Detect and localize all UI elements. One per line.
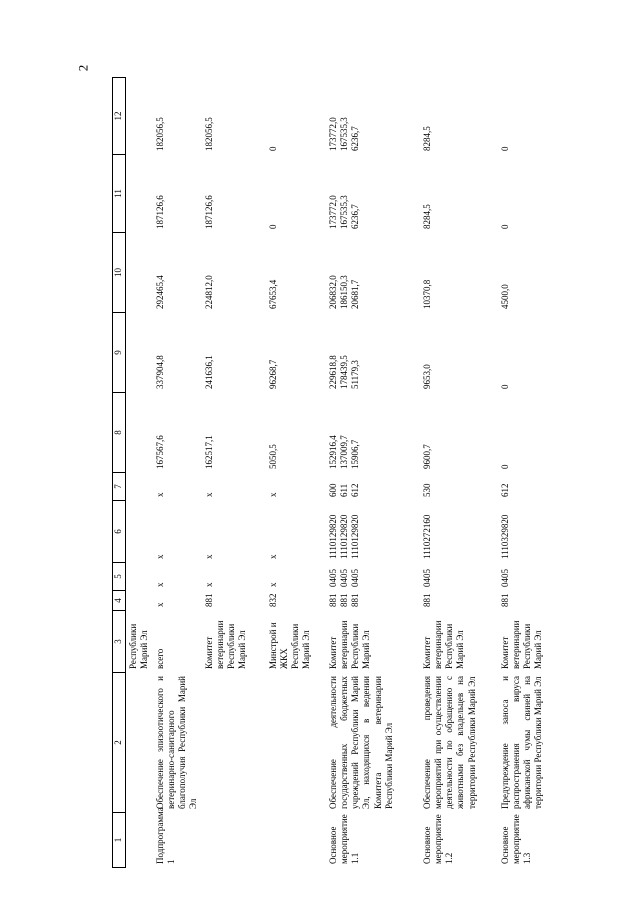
cell-col-2: Обеспечение проведения мероприятий при осуществлении деятельности по обращению с животными без владельцев на территории Республики Марий Эл	[421, 676, 477, 809]
column-number-6: 6	[113, 501, 126, 563]
column-number-9: 9	[113, 313, 126, 393]
cell-col-9	[266, 313, 326, 393]
cell-line: 881	[350, 593, 360, 607]
cell-col-3	[326, 611, 420, 673]
cell-line: x	[267, 492, 278, 497]
cell-col-6	[266, 501, 326, 563]
cell-col-7	[126, 473, 153, 501]
cell-line: 167535,3	[338, 117, 349, 151]
cell-line: x	[154, 492, 165, 497]
cell-col-5	[126, 563, 153, 591]
cell-line: 187126,6	[203, 195, 214, 229]
cell-col-8	[266, 393, 326, 473]
cell-col-2: Обеспечение эпизоотического и ветеринарно-санитарного благополучия Республики Марий Эл	[154, 676, 199, 809]
column-number-8: 8	[113, 393, 126, 473]
cell-col-11	[498, 155, 568, 233]
cell-col-9	[498, 313, 568, 393]
cell-col-2	[126, 673, 153, 813]
cell-line: 6236,7	[350, 204, 360, 229]
cell-col-3	[153, 611, 202, 673]
cell-line: 51179,3	[350, 360, 360, 389]
table-row	[202, 78, 266, 868]
cell-line: 832	[267, 593, 278, 607]
cell-line: 241636,1	[203, 355, 214, 389]
cell-line: 4500,0	[499, 284, 510, 309]
cell-col-5	[153, 563, 202, 591]
cell-line: 15906,7	[350, 439, 360, 469]
cell-line: 0405	[421, 569, 432, 587]
cell-line: 1110272160	[421, 514, 432, 559]
cell-line: 8284,5	[421, 204, 432, 229]
cell-col-4	[153, 591, 202, 611]
cell-col-8	[202, 393, 266, 473]
cell-line: 182056,5	[154, 117, 165, 151]
cell-col-1: Основное мероприятие 1.1	[327, 814, 360, 864]
cell-col-6	[420, 501, 498, 563]
cell-col-1: Основное мероприятие 1.3	[499, 814, 532, 864]
cell-line: 0405	[338, 569, 349, 587]
cell-line: 224812,0	[203, 275, 214, 309]
cell-col-6	[202, 501, 266, 563]
cell-col-9	[202, 313, 266, 393]
column-number-12: 12	[113, 78, 126, 155]
cell-col-3	[266, 611, 326, 673]
cell-col-10	[153, 233, 202, 313]
table-row	[498, 78, 568, 868]
budget-table	[112, 77, 568, 868]
cell-line: 0405	[327, 569, 338, 587]
cell-line: 96268,7	[267, 359, 278, 389]
cell-col-4	[202, 591, 266, 611]
cell-col-3	[126, 611, 153, 673]
cell-line: 167567,6	[154, 435, 165, 469]
cell-col-8	[498, 393, 568, 473]
column-number-10: 10	[113, 233, 126, 313]
cell-line: 152916,4	[327, 435, 338, 469]
cell-line: 1110129820	[338, 514, 349, 559]
cell-col-10	[498, 233, 568, 313]
cell-line: Республики Марий Эл	[128, 623, 150, 669]
cell-line: 337904,8	[154, 355, 165, 389]
column-number-row	[113, 78, 126, 868]
cell-line: 173772,0	[327, 195, 338, 229]
cell-col-12	[420, 78, 498, 155]
cell-line: Комитет ветеринарии Республики Марий Эл	[327, 620, 372, 669]
table-row	[266, 78, 326, 868]
cell-line: 0405	[499, 569, 510, 587]
cell-line: 20681,7	[350, 279, 360, 309]
cell-line: 9600,7	[421, 444, 432, 469]
cell-line: 67653,4	[267, 279, 278, 309]
cell-line: 167535,3	[338, 195, 349, 229]
cell-col-7	[420, 473, 498, 501]
cell-line: 182056,5	[203, 117, 214, 151]
cell-line: x	[203, 492, 214, 497]
cell-col-12	[153, 78, 202, 155]
cell-col-3	[498, 611, 568, 673]
budget-table-rotated	[112, 78, 544, 868]
table-row	[126, 78, 153, 868]
cell-line: 10370,8	[421, 279, 432, 309]
cell-line: x	[267, 554, 278, 559]
cell-col-9	[326, 313, 420, 393]
cell-col-11	[202, 155, 266, 233]
cell-col-3	[420, 611, 498, 673]
cell-col-2: Предупреждение заноса и распространения вируса африканской чумы свиней на территории Республики Марий Эл	[499, 676, 544, 809]
table-body	[126, 78, 568, 868]
cell-line: 600	[327, 483, 338, 497]
cell-line: Комитет ветеринарии Республики Марий Эл	[203, 620, 248, 669]
column-number-5: 5	[113, 563, 126, 591]
cell-col-6	[153, 501, 202, 563]
cell-line: 162517,1	[203, 435, 214, 469]
cell-col-4	[266, 591, 326, 611]
cell-line: 9653,0	[421, 364, 432, 389]
cell-col-7	[266, 473, 326, 501]
cell-line: 0	[267, 146, 278, 151]
cell-col-5	[420, 563, 498, 591]
cell-col-9	[420, 313, 498, 393]
cell-col-7	[498, 473, 568, 501]
cell-col-11	[266, 155, 326, 233]
cell-col-10	[126, 233, 153, 313]
table-row	[326, 78, 420, 868]
cell-line: 1110129820	[350, 514, 360, 559]
cell-line: x	[203, 582, 214, 587]
cell-col-8	[153, 393, 202, 473]
cell-col-5	[498, 563, 568, 591]
cell-line: 173772,0	[327, 117, 338, 151]
cell-line: 6236,7	[350, 126, 360, 151]
cell-col-10	[420, 233, 498, 313]
page-number: 2	[75, 64, 91, 72]
cell-line: Комитет ветеринарии Республики Марий Эл	[421, 620, 466, 669]
cell-col-2	[266, 673, 326, 813]
cell-col-8	[126, 393, 153, 473]
cell-col-10	[326, 233, 420, 313]
cell-col-11	[420, 155, 498, 233]
cell-col-12	[202, 78, 266, 155]
cell-col-4	[326, 591, 420, 611]
table-row	[420, 78, 498, 868]
cell-line: 881	[327, 593, 338, 607]
cell-line: 0	[267, 224, 278, 229]
cell-col-5	[266, 563, 326, 591]
cell-line: 8284,5	[421, 126, 432, 151]
cell-col-11	[326, 155, 420, 233]
cell-col-6	[498, 501, 568, 563]
cell-col-12	[126, 78, 153, 155]
cell-col-5	[202, 563, 266, 591]
cell-col-2	[202, 673, 266, 813]
cell-line: 186150,3	[338, 275, 349, 309]
cell-line: x	[203, 554, 214, 559]
cell-col-5	[326, 563, 420, 591]
cell-col-11	[126, 155, 153, 233]
column-number-1: 1	[113, 813, 126, 868]
cell-line: 187126,6	[154, 195, 165, 229]
cell-line: 881	[499, 593, 510, 607]
cell-col-12	[498, 78, 568, 155]
cell-col-10	[202, 233, 266, 313]
cell-line: 881	[203, 593, 214, 607]
cell-col-12	[266, 78, 326, 155]
cell-col-8	[420, 393, 498, 473]
cell-line: всего	[154, 648, 165, 669]
cell-line: 0405	[350, 569, 360, 587]
cell-col-1	[266, 813, 326, 868]
cell-line: 206832,0	[327, 275, 338, 309]
cell-line: 612	[350, 483, 360, 497]
cell-line: 612	[499, 483, 510, 497]
cell-line: 0	[499, 464, 510, 469]
cell-col-6	[326, 501, 420, 563]
cell-line: 881	[421, 593, 432, 607]
cell-line: 1110329820	[499, 514, 510, 559]
cell-col-4	[126, 591, 153, 611]
cell-line: 1110129820	[327, 514, 338, 559]
cell-col-9	[153, 313, 202, 393]
cell-line: 292465,4	[154, 275, 165, 309]
column-number-11: 11	[113, 155, 126, 233]
cell-col-4	[498, 591, 568, 611]
cell-line: 0	[499, 146, 510, 151]
cell-col-12	[326, 78, 420, 155]
cell-col-7	[326, 473, 420, 501]
cell-line: x	[154, 554, 165, 559]
column-number-4: 4	[113, 591, 126, 611]
cell-col-1: Основное мероприятие 1.2	[421, 814, 454, 864]
column-number-2: 2	[113, 673, 126, 813]
cell-col-11	[153, 155, 202, 233]
cell-line: x	[154, 602, 165, 607]
cell-line: 611	[338, 483, 349, 497]
column-number-3: 3	[113, 611, 126, 673]
cell-line: x	[267, 582, 278, 587]
cell-line: 137009,7	[338, 435, 349, 469]
cell-line: 0	[499, 384, 510, 389]
cell-line: 530	[421, 483, 432, 497]
cell-line: 178439,5	[338, 355, 349, 389]
cell-line: 0	[499, 224, 510, 229]
cell-col-6	[126, 501, 153, 563]
cell-col-2: Обеспечение деятельности государственных бюджетных учреждений Республики Марий Эл, находящихся в ведении Комитета ветеринарии Республики Марий Эл	[327, 676, 394, 809]
cell-col-1: Подпрограмма 1	[154, 807, 176, 864]
cell-col-7	[153, 473, 202, 501]
table-row	[153, 78, 202, 868]
cell-col-10	[266, 233, 326, 313]
column-number-7: 7	[113, 473, 126, 501]
cell-line: Комитет ветеринарии Республики Марий Эл	[499, 620, 544, 669]
cell-line: x	[154, 582, 165, 587]
cell-col-3	[202, 611, 266, 673]
cell-line: Минстрой и ЖКХ Республики Марий Эл	[267, 622, 312, 669]
cell-col-9	[126, 313, 153, 393]
cell-line: 5050,5	[267, 444, 278, 469]
cell-col-4	[420, 591, 498, 611]
cell-col-8	[326, 393, 420, 473]
cell-col-1	[126, 813, 153, 868]
cell-col-1	[202, 813, 266, 868]
cell-col-7	[202, 473, 266, 501]
cell-line: 229618,8	[327, 355, 338, 389]
cell-line: 881	[338, 593, 349, 607]
